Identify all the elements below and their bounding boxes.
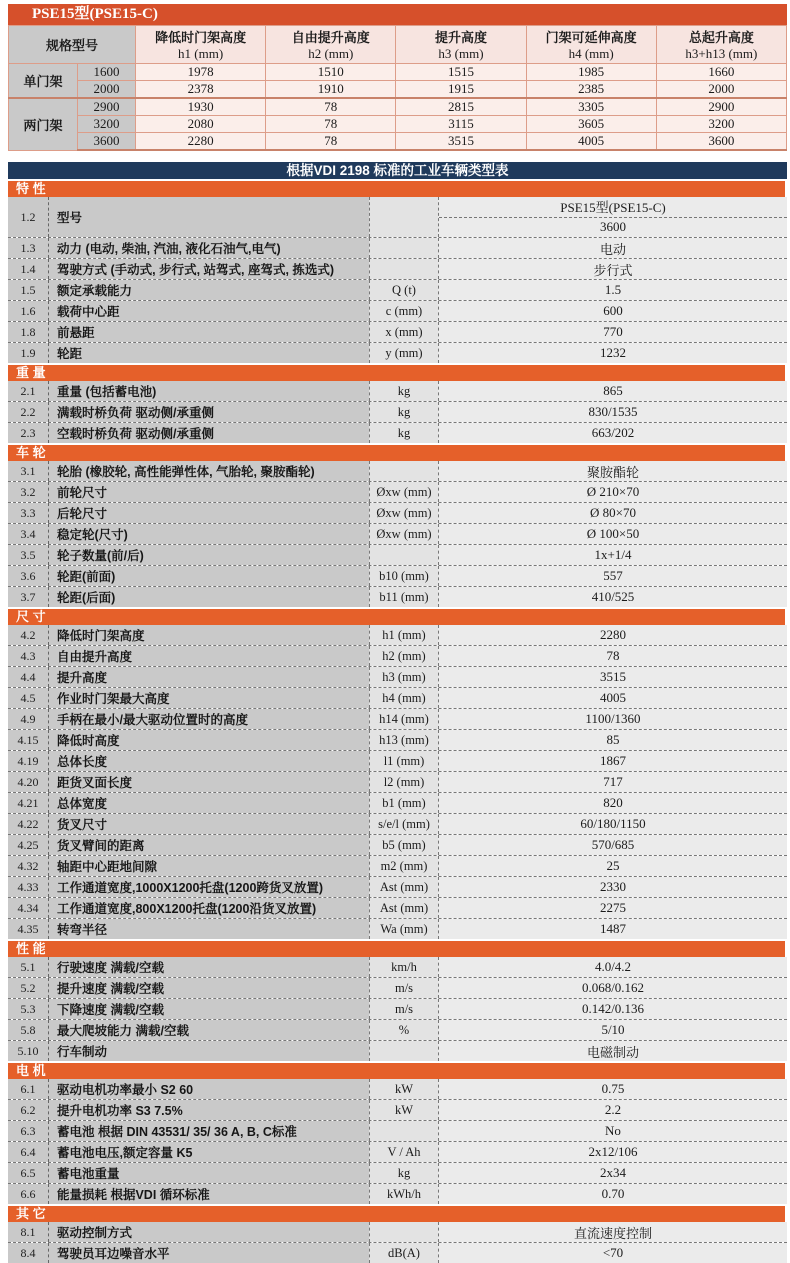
row-unit: m/s bbox=[369, 978, 438, 998]
row-value: 0.068/0.162 bbox=[438, 978, 787, 998]
row-number: 4.34 bbox=[8, 898, 48, 918]
mast-value-cell: 2280 bbox=[136, 133, 266, 151]
column-symbol: h4 (mm) bbox=[568, 46, 614, 61]
row-number: 6.3 bbox=[8, 1121, 48, 1141]
row-number: 5.1 bbox=[8, 957, 48, 977]
row-label: 降低时门架高度 bbox=[48, 625, 369, 645]
spec-row bbox=[8, 1184, 787, 1204]
row-label: 降低时高度 bbox=[48, 730, 369, 750]
column-title: 提升高度 bbox=[434, 30, 487, 45]
spec-row bbox=[8, 343, 787, 363]
row-label: 前悬距 bbox=[48, 322, 369, 342]
row-number: 4.25 bbox=[8, 835, 48, 855]
mast-model-cell: 1600 bbox=[78, 64, 136, 81]
row-label: 自由提升高度 bbox=[48, 646, 369, 666]
row-value: 830/1535 bbox=[438, 402, 787, 422]
row-unit: h1 (mm) bbox=[369, 625, 438, 645]
row-value: <70 bbox=[438, 1243, 787, 1263]
row-number: 3.3 bbox=[8, 503, 48, 523]
mast-value-cell: 3605 bbox=[526, 116, 656, 133]
row-label: 货叉尺寸 bbox=[48, 814, 369, 834]
row-unit bbox=[369, 259, 438, 279]
row-value: No bbox=[438, 1121, 787, 1141]
row-value: 865 bbox=[438, 381, 787, 401]
spec-row bbox=[8, 482, 787, 503]
column-symbol: h1 (mm) bbox=[178, 46, 224, 61]
row-value: 1232 bbox=[438, 343, 787, 363]
row-label: 轮距 bbox=[48, 343, 369, 363]
mast-table-row bbox=[9, 98, 787, 116]
row-label: 动力 (电动, 柴油, 汽油, 液化石油气,电气) bbox=[48, 238, 369, 258]
column-symbol: h3+h13 (mm) bbox=[685, 46, 758, 61]
column-symbol: h3 (mm) bbox=[438, 46, 484, 61]
spec-row bbox=[8, 381, 787, 402]
row-label: 驱动控制方式 bbox=[48, 1222, 369, 1242]
mast-value-cell: 1660 bbox=[656, 64, 786, 81]
spec-row bbox=[8, 280, 787, 301]
mast-value-cell: 3600 bbox=[656, 133, 786, 151]
spec-row bbox=[8, 919, 787, 939]
mast-value-cell: 1515 bbox=[396, 64, 526, 81]
row-label: 行车制动 bbox=[48, 1041, 369, 1061]
spec-row bbox=[8, 545, 787, 566]
row-unit: Ast (mm) bbox=[369, 898, 438, 918]
row-value: 663/202 bbox=[438, 423, 787, 443]
row-number: 3.5 bbox=[8, 545, 48, 565]
row-label: 提升电机功率 S3 7.5% bbox=[48, 1100, 369, 1120]
row-value: 1.5 bbox=[438, 280, 787, 300]
row-unit bbox=[369, 1121, 438, 1141]
mast-value-cell: 3115 bbox=[396, 116, 526, 133]
row-label: 工作通道宽度,800X1200托盘(1200沿货叉放置) bbox=[48, 898, 369, 918]
row-value: 0.75 bbox=[438, 1079, 787, 1099]
row-unit: V / Ah bbox=[369, 1142, 438, 1162]
row-number: 4.15 bbox=[8, 730, 48, 750]
row-number: 6.2 bbox=[8, 1100, 48, 1120]
mast-value-cell: 2900 bbox=[656, 98, 786, 116]
mast-model-cell: 3200 bbox=[78, 116, 136, 133]
spec-row bbox=[8, 423, 787, 443]
row-label: 下降速度 满载/空载 bbox=[48, 999, 369, 1019]
spec-row bbox=[8, 238, 787, 259]
mast-model-cell: 3600 bbox=[78, 133, 136, 151]
row-label: 满载时桥负荷 驱动侧/承重侧 bbox=[48, 402, 369, 422]
row-value: 2.2 bbox=[438, 1100, 787, 1120]
row-number: 2.3 bbox=[8, 423, 48, 443]
row-label: 蓄电池电压,额定容量 K5 bbox=[48, 1142, 369, 1162]
spec-row bbox=[8, 856, 787, 877]
row-value: 600 bbox=[438, 301, 787, 321]
row-unit bbox=[369, 545, 438, 565]
row-value: 2x12/106 bbox=[438, 1142, 787, 1162]
row-unit bbox=[369, 1222, 438, 1242]
spec-row bbox=[8, 751, 787, 772]
spec-row bbox=[8, 688, 787, 709]
row-label: 额定承载能力 bbox=[48, 280, 369, 300]
row-value: 0.70 bbox=[438, 1184, 787, 1204]
row-value: Ø 100×50 bbox=[438, 524, 787, 544]
row-unit: m/s bbox=[369, 999, 438, 1019]
spec-row bbox=[8, 301, 787, 322]
row-label: 提升高度 bbox=[48, 667, 369, 687]
spec-row bbox=[8, 772, 787, 793]
row-number: 4.9 bbox=[8, 709, 48, 729]
row-value: 410/525 bbox=[438, 587, 787, 607]
vdi-standard-title-bar: 根据VDI 2198 标准的工业车辆类型表 bbox=[8, 162, 787, 179]
model-title-bar: PSE15型(PSE15-C) bbox=[8, 4, 787, 25]
row-label: 空载时桥负荷 驱动侧/承重侧 bbox=[48, 423, 369, 443]
row-number: 3.7 bbox=[8, 587, 48, 607]
column-header-h4 bbox=[526, 26, 656, 64]
row-label: 提升速度 满载/空载 bbox=[48, 978, 369, 998]
row-value: 5/10 bbox=[438, 1020, 787, 1040]
row-number: 5.2 bbox=[8, 978, 48, 998]
row-number: 3.6 bbox=[8, 566, 48, 586]
row-label: 驾驶员耳边噪音水平 bbox=[48, 1243, 369, 1263]
spec-row bbox=[8, 793, 787, 814]
mast-value-cell: 2378 bbox=[136, 81, 266, 99]
mast-value-cell: 1978 bbox=[136, 64, 266, 81]
row-label: 货叉臂间的距离 bbox=[48, 835, 369, 855]
mast-model-cell: 2000 bbox=[78, 81, 136, 99]
row-unit: dB(A) bbox=[369, 1243, 438, 1263]
spec-row bbox=[8, 625, 787, 646]
mast-value-cell: 78 bbox=[266, 133, 396, 151]
column-title: 自由提升高度 bbox=[291, 30, 370, 45]
spec-row bbox=[8, 1163, 787, 1184]
row-number: 1.2 bbox=[8, 197, 48, 237]
spec-row bbox=[8, 259, 787, 280]
spec-table bbox=[8, 181, 787, 1263]
row-value: 3515 bbox=[438, 667, 787, 687]
row-number: 4.2 bbox=[8, 625, 48, 645]
row-value: 60/180/1150 bbox=[438, 814, 787, 834]
row-unit bbox=[369, 461, 438, 481]
row-unit: h13 (mm) bbox=[369, 730, 438, 750]
row-value: 78 bbox=[438, 646, 787, 666]
spec-row bbox=[8, 730, 787, 751]
row-unit: Øxw (mm) bbox=[369, 482, 438, 502]
row-label: 型号 bbox=[48, 197, 369, 237]
row-value: Ø 80×70 bbox=[438, 503, 787, 523]
row-number: 8.4 bbox=[8, 1243, 48, 1263]
mast-value-cell: 1985 bbox=[526, 64, 656, 81]
row-value: 770 bbox=[438, 322, 787, 342]
spec-row bbox=[8, 999, 787, 1020]
column-title: 门架可延伸高度 bbox=[545, 30, 637, 45]
row-value: 717 bbox=[438, 772, 787, 792]
row-value: 0.142/0.136 bbox=[438, 999, 787, 1019]
row-label: 轮距(前面) bbox=[48, 566, 369, 586]
section-header: 重 量 bbox=[8, 365, 785, 381]
row-number: 5.10 bbox=[8, 1041, 48, 1061]
row-number: 4.20 bbox=[8, 772, 48, 792]
mast-table-header-row bbox=[9, 26, 787, 64]
row-value: 电动 bbox=[438, 238, 787, 258]
row-unit: kg bbox=[369, 423, 438, 443]
row-value: 2x34 bbox=[438, 1163, 787, 1183]
row-value: 1100/1360 bbox=[438, 709, 787, 729]
row-value: 1487 bbox=[438, 919, 787, 939]
row-label: 转弯半径 bbox=[48, 919, 369, 939]
mast-value-cell: 2815 bbox=[396, 98, 526, 116]
spec-row bbox=[8, 503, 787, 524]
row-unit: h2 (mm) bbox=[369, 646, 438, 666]
column-title: 降低时门架高度 bbox=[155, 30, 247, 45]
row-unit: b5 (mm) bbox=[369, 835, 438, 855]
mast-table-body bbox=[9, 64, 787, 151]
row-unit: c (mm) bbox=[369, 301, 438, 321]
row-label: 蓄电池 根据 DIN 43531/ 35/ 36 A, B, C标准 bbox=[48, 1121, 369, 1141]
spec-row bbox=[8, 957, 787, 978]
row-number: 1.6 bbox=[8, 301, 48, 321]
row-number: 1.8 bbox=[8, 322, 48, 342]
mast-model-cell: 2900 bbox=[78, 98, 136, 116]
spec-row bbox=[8, 709, 787, 730]
spec-row bbox=[8, 1020, 787, 1041]
row-number: 4.5 bbox=[8, 688, 48, 708]
mast-value-cell: 2000 bbox=[656, 81, 786, 99]
row-value: 820 bbox=[438, 793, 787, 813]
mast-table-row bbox=[9, 133, 787, 151]
row-label: 稳定轮(尺寸) bbox=[48, 524, 369, 544]
row-value: 570/685 bbox=[438, 835, 787, 855]
row-unit: b1 (mm) bbox=[369, 793, 438, 813]
row-value: 25 bbox=[438, 856, 787, 876]
section-header: 特 性 bbox=[8, 181, 785, 197]
spec-row bbox=[8, 197, 787, 238]
row-number: 4.32 bbox=[8, 856, 48, 876]
spec-row bbox=[8, 898, 787, 919]
row-label: 行驶速度 满载/空载 bbox=[48, 957, 369, 977]
row-number: 4.33 bbox=[8, 877, 48, 897]
mast-value-cell: 1915 bbox=[396, 81, 526, 99]
row-unit: l2 (mm) bbox=[369, 772, 438, 792]
mast-value-cell: 4005 bbox=[526, 133, 656, 151]
row-label: 轮距(后面) bbox=[48, 587, 369, 607]
row-label: 轴距中心距地间隙 bbox=[48, 856, 369, 876]
row-unit: kWh/h bbox=[369, 1184, 438, 1204]
row-number: 6.4 bbox=[8, 1142, 48, 1162]
row-label: 重量 (包括蓄电池) bbox=[48, 381, 369, 401]
mast-value-cell: 3515 bbox=[396, 133, 526, 151]
row-unit bbox=[369, 238, 438, 258]
section-header: 性 能 bbox=[8, 941, 785, 957]
row-label: 最大爬坡能力 满载/空载 bbox=[48, 1020, 369, 1040]
mast-value-cell: 1910 bbox=[266, 81, 396, 99]
row-value: 2280 bbox=[438, 625, 787, 645]
section-header: 其 它 bbox=[8, 1206, 785, 1222]
mast-value-cell: 3200 bbox=[656, 116, 786, 133]
mast-table-row bbox=[9, 81, 787, 99]
row-number: 2.2 bbox=[8, 402, 48, 422]
spec-row bbox=[8, 835, 787, 856]
row-unit: kW bbox=[369, 1100, 438, 1120]
row-value: 557 bbox=[438, 566, 787, 586]
row-unit: kg bbox=[369, 1163, 438, 1183]
row-number: 4.21 bbox=[8, 793, 48, 813]
spec-row bbox=[8, 524, 787, 545]
spec-row bbox=[8, 402, 787, 423]
row-unit: kg bbox=[369, 402, 438, 422]
row-label: 作业时门架最大高度 bbox=[48, 688, 369, 708]
row-number: 8.1 bbox=[8, 1222, 48, 1242]
mast-table-row bbox=[9, 64, 787, 81]
row-label: 后轮尺寸 bbox=[48, 503, 369, 523]
mast-value-cell: 2080 bbox=[136, 116, 266, 133]
row-unit: y (mm) bbox=[369, 343, 438, 363]
row-value-secondary: 3600 bbox=[600, 219, 626, 235]
spec-row bbox=[8, 1222, 787, 1243]
row-label: 蓄电池重量 bbox=[48, 1163, 369, 1183]
section-header: 车 轮 bbox=[8, 445, 785, 461]
row-value: Ø 210×70 bbox=[438, 482, 787, 502]
column-header-h3h13 bbox=[656, 26, 786, 64]
mast-spec-table bbox=[8, 25, 787, 151]
datasheet-page bbox=[0, 4, 790, 1261]
column-header-h2 bbox=[266, 26, 396, 64]
spec-row bbox=[8, 1041, 787, 1061]
row-number: 1.4 bbox=[8, 259, 48, 279]
row-label: 距货叉面长度 bbox=[48, 772, 369, 792]
mast-value-cell: 1510 bbox=[266, 64, 396, 81]
spec-model-header: 规格型号 bbox=[9, 26, 136, 64]
spec-row bbox=[8, 322, 787, 343]
row-unit: Ast (mm) bbox=[369, 877, 438, 897]
row-label: 前轮尺寸 bbox=[48, 482, 369, 502]
row-value: 2275 bbox=[438, 898, 787, 918]
spec-row bbox=[8, 667, 787, 688]
row-number: 1.3 bbox=[8, 238, 48, 258]
spec-row bbox=[8, 1243, 787, 1263]
row-unit: m2 (mm) bbox=[369, 856, 438, 876]
row-value: 电磁制动 bbox=[438, 1041, 787, 1061]
row-label: 驾驶方式 (手动式, 步行式, 站驾式, 座驾式, 拣选式) bbox=[48, 259, 369, 279]
section-header: 电 机 bbox=[8, 1063, 785, 1079]
row-label: 手柄在最小/最大驱动位置时的高度 bbox=[48, 709, 369, 729]
row-unit: h4 (mm) bbox=[369, 688, 438, 708]
spec-row bbox=[8, 1100, 787, 1121]
row-label: 总体宽度 bbox=[48, 793, 369, 813]
row-number: 3.2 bbox=[8, 482, 48, 502]
row-unit bbox=[369, 1041, 438, 1061]
spec-row bbox=[8, 1121, 787, 1142]
mast-group-label: 两门架 bbox=[9, 98, 78, 150]
row-label: 工作通道宽度,1000X1200托盘(1200跨货叉放置) bbox=[48, 877, 369, 897]
row-value: 步行式 bbox=[438, 259, 787, 279]
spec-row bbox=[8, 877, 787, 898]
row-number: 1.5 bbox=[8, 280, 48, 300]
row-number: 1.9 bbox=[8, 343, 48, 363]
row-label: 驱动电机功率最小 S2 60 bbox=[48, 1079, 369, 1099]
row-label: 载荷中心距 bbox=[48, 301, 369, 321]
row-unit: Øxw (mm) bbox=[369, 524, 438, 544]
row-number: 6.1 bbox=[8, 1079, 48, 1099]
mast-table-row bbox=[9, 116, 787, 133]
row-unit: l1 (mm) bbox=[369, 751, 438, 771]
row-value: 2330 bbox=[438, 877, 787, 897]
row-number: 5.8 bbox=[8, 1020, 48, 1040]
spec-row bbox=[8, 566, 787, 587]
row-unit: Øxw (mm) bbox=[369, 503, 438, 523]
mast-value-cell: 78 bbox=[266, 98, 396, 116]
row-number: 4.3 bbox=[8, 646, 48, 666]
column-header-h1 bbox=[136, 26, 266, 64]
row-value: 85 bbox=[438, 730, 787, 750]
row-value-primary: PSE15型(PSE15-C) bbox=[439, 197, 787, 218]
row-number: 4.19 bbox=[8, 751, 48, 771]
row-number: 5.3 bbox=[8, 999, 48, 1019]
row-unit: kg bbox=[369, 381, 438, 401]
content-area bbox=[8, 4, 787, 1263]
row-number: 4.35 bbox=[8, 919, 48, 939]
row-value: 直流速度控制 bbox=[438, 1222, 787, 1242]
row-number: 4.4 bbox=[8, 667, 48, 687]
spec-row bbox=[8, 461, 787, 482]
mast-group-label: 单门架 bbox=[9, 64, 78, 99]
row-number: 6.6 bbox=[8, 1184, 48, 1204]
spec-row bbox=[8, 814, 787, 835]
row-unit: x (mm) bbox=[369, 322, 438, 342]
spec-row bbox=[8, 646, 787, 667]
mast-value-cell: 1930 bbox=[136, 98, 266, 116]
spec-row bbox=[8, 1142, 787, 1163]
mast-value-cell: 2385 bbox=[526, 81, 656, 99]
row-value: 4005 bbox=[438, 688, 787, 708]
spec-row bbox=[8, 1079, 787, 1100]
row-unit: kW bbox=[369, 1079, 438, 1099]
row-unit: h14 (mm) bbox=[369, 709, 438, 729]
row-unit bbox=[369, 197, 438, 237]
spec-row bbox=[8, 978, 787, 999]
row-value: 1867 bbox=[438, 751, 787, 771]
row-unit: Wa (mm) bbox=[369, 919, 438, 939]
row-unit: b11 (mm) bbox=[369, 587, 438, 607]
row-label: 能量损耗 根据VDI 循环标准 bbox=[48, 1184, 369, 1204]
spec-row bbox=[8, 587, 787, 607]
row-unit: s/e/l (mm) bbox=[369, 814, 438, 834]
row-unit: % bbox=[369, 1020, 438, 1040]
row-number: 3.4 bbox=[8, 524, 48, 544]
column-title: 总起升高度 bbox=[688, 30, 754, 45]
row-unit: b10 (mm) bbox=[369, 566, 438, 586]
row-number: 3.1 bbox=[8, 461, 48, 481]
row-value: 4.0/4.2 bbox=[438, 957, 787, 977]
row-label: 轮胎 (橡胶轮, 高性能弹性体, 气胎轮, 聚胺酯轮) bbox=[48, 461, 369, 481]
row-unit: km/h bbox=[369, 957, 438, 977]
row-value: 1x+1/4 bbox=[438, 545, 787, 565]
row-number: 2.1 bbox=[8, 381, 48, 401]
section-header: 尺 寸 bbox=[8, 609, 785, 625]
row-label: 总体长度 bbox=[48, 751, 369, 771]
mast-value-cell: 3305 bbox=[526, 98, 656, 116]
column-header-h3 bbox=[396, 26, 526, 64]
row-unit: h3 (mm) bbox=[369, 667, 438, 687]
column-symbol: h2 (mm) bbox=[308, 46, 354, 61]
row-label: 轮子数量(前/后) bbox=[48, 545, 369, 565]
mast-value-cell: 78 bbox=[266, 116, 396, 133]
row-number: 4.22 bbox=[8, 814, 48, 834]
row-value bbox=[438, 197, 787, 237]
row-value: 聚胺酯轮 bbox=[438, 461, 787, 481]
row-unit: Q (t) bbox=[369, 280, 438, 300]
row-number: 6.5 bbox=[8, 1163, 48, 1183]
